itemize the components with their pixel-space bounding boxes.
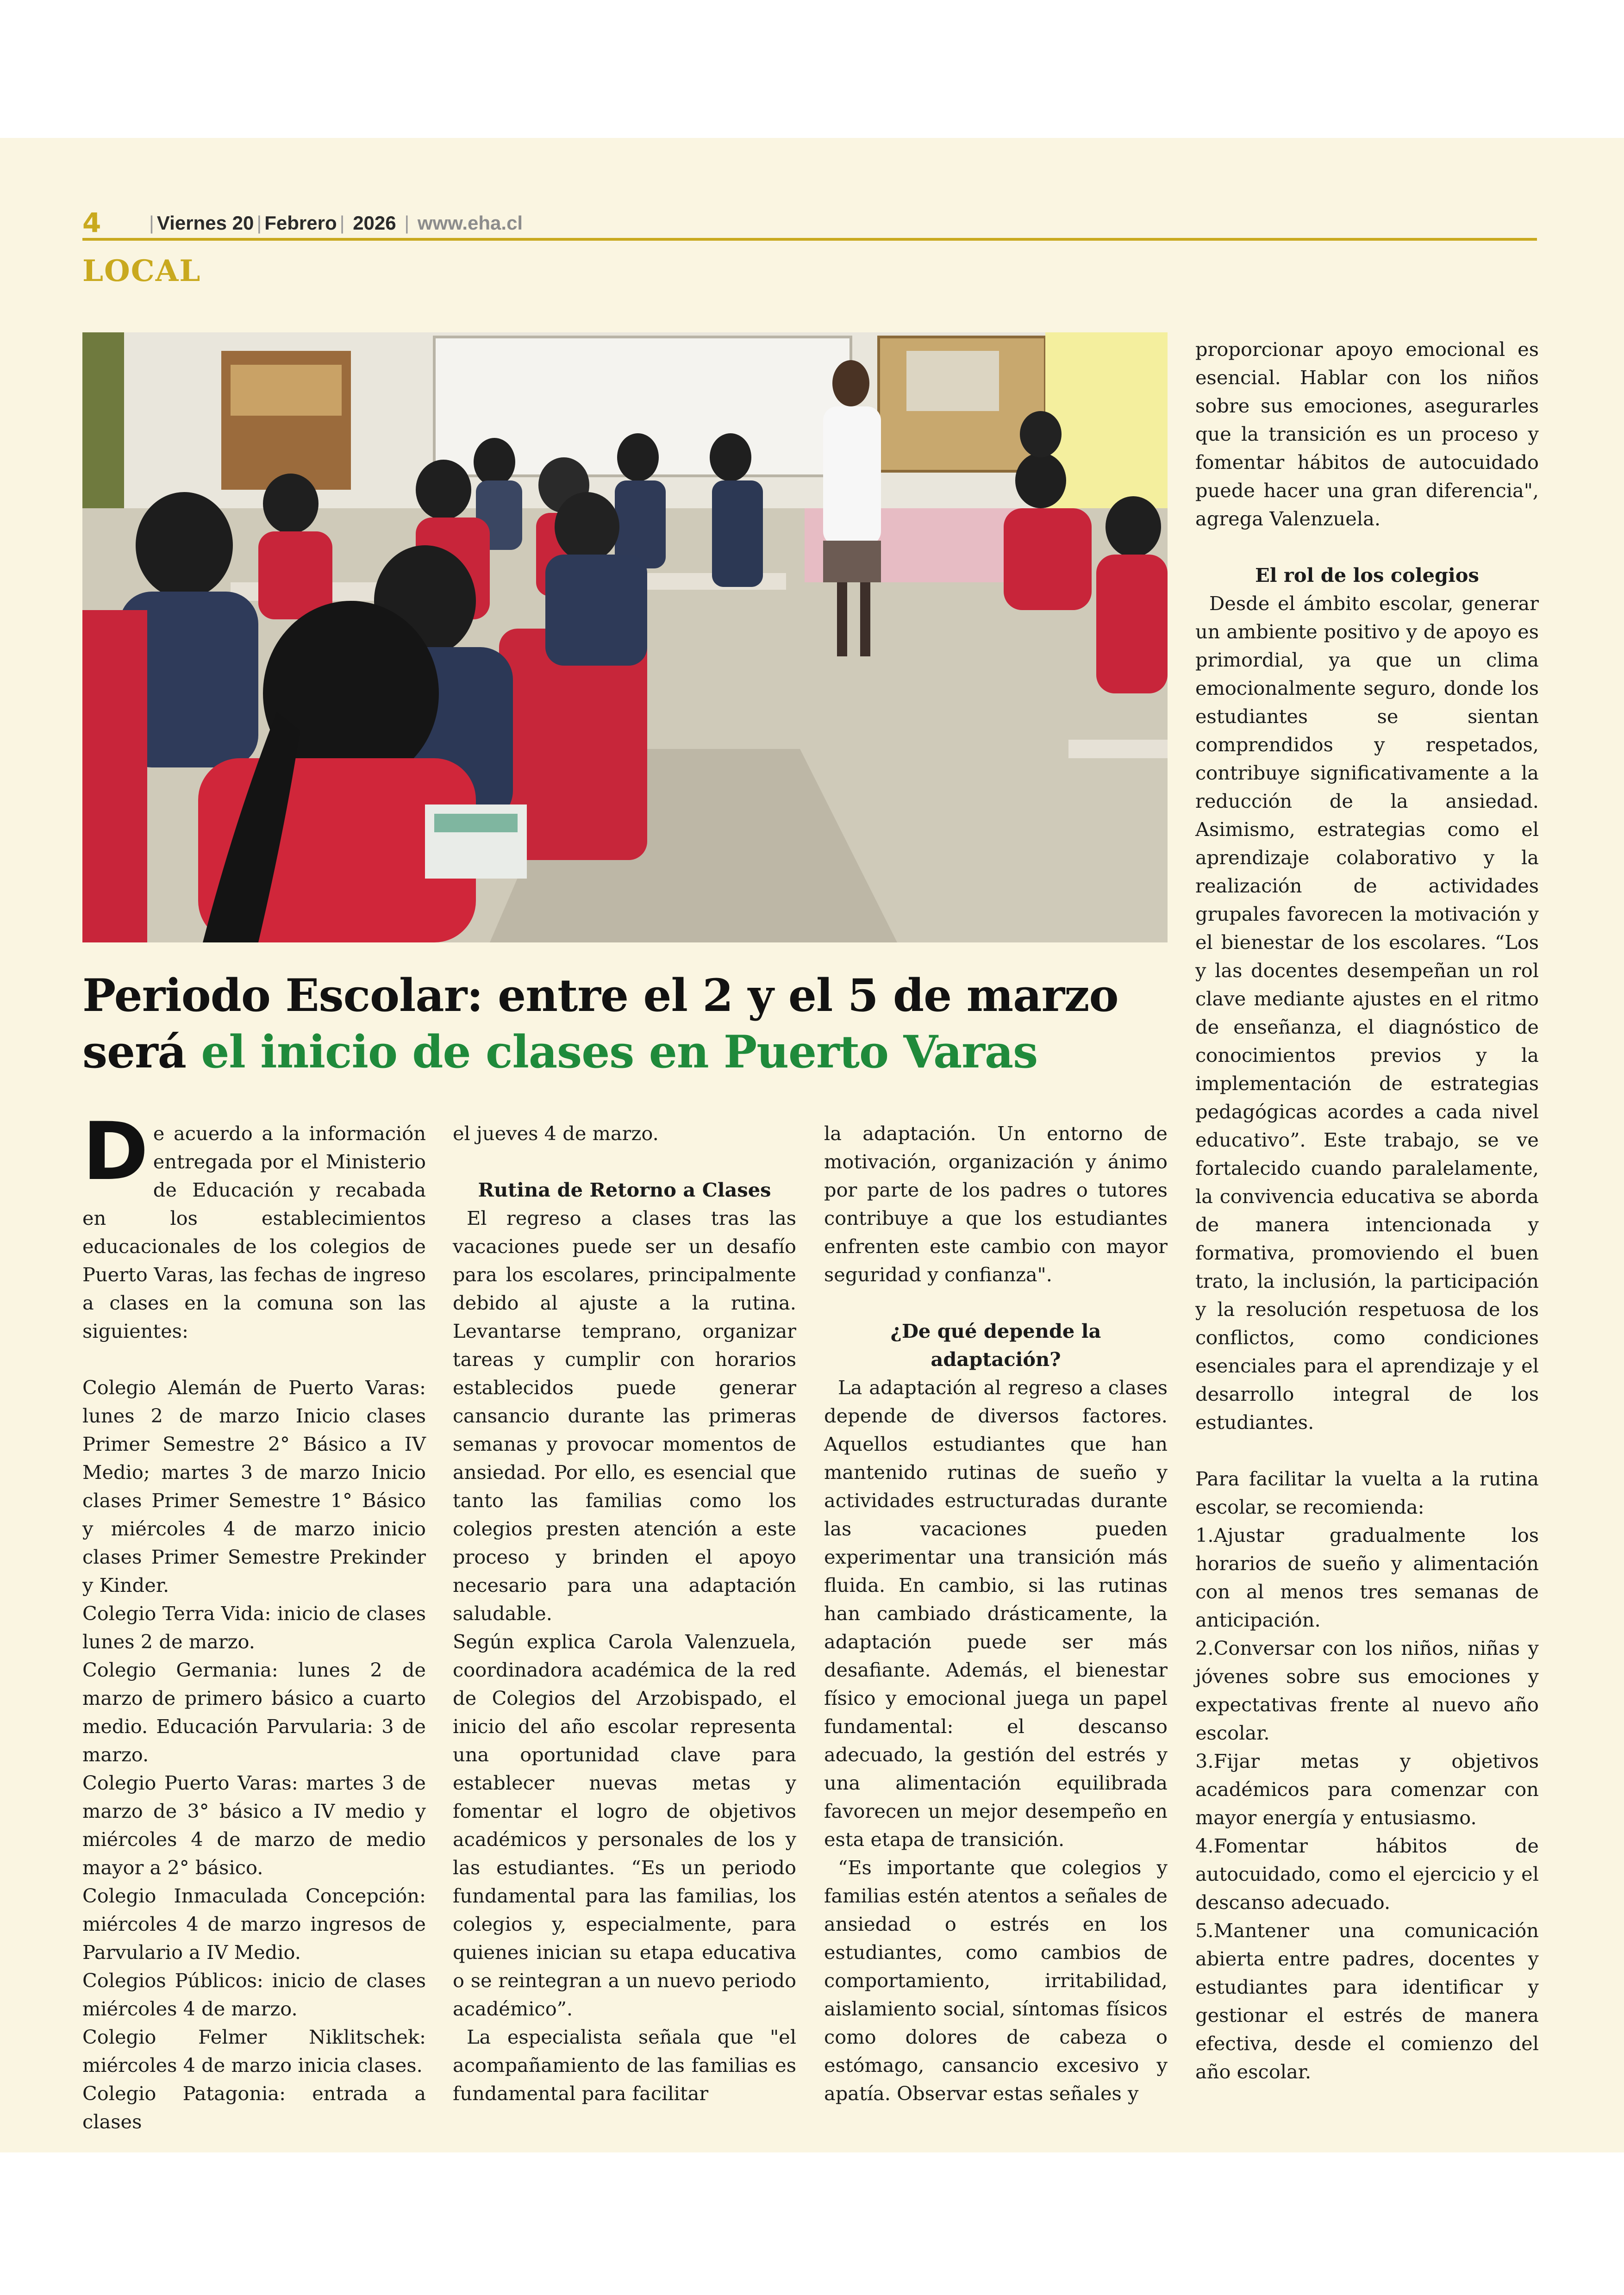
page-header	[82, 207, 1537, 241]
paragraph: “Es importante que colegios y familias estén atentos a señales de ansiedad o estrés en los estudiantes, como cambios de comportamiento, irritabilidad, aislamiento social, síntomas físicos como dolores de cabeza o estómago, cansancio excesivo y apatía. Observar estas señales y	[824, 1856, 1168, 2105]
paragraph: El regreso a clases tras las vacaciones puede ser un desafío para los escolares, principalmente debido al ajuste a la rutina. Levantarse temprano, organizar tareas y cumplir con horarios establecidos puede generar cansancio durante las primeras semanas y provocar momentos de ansiedad. Por ello, es esencial que tanto las familias como los colegios presten atención a este proceso y brinden el apoyo necesario para una adaptación saludable.	[453, 1207, 796, 1625]
tip-item: 3.Fijar metas y objetivos académicos para comenzar con mayor energía y entusiasmo.	[1195, 1750, 1539, 1829]
school-item: Colegio Germania: lunes 2 de marzo de primero básico a cuarto medio. Educación Parvularia: 3 de marzo.	[82, 1659, 426, 1766]
page-number: 4	[82, 207, 101, 238]
section-title: LOCAL	[82, 254, 201, 288]
tip-item: 1.Ajustar gradualmente los horarios de sueño y alimentación con al menos tres semanas de anticipación.	[1195, 1524, 1539, 1631]
headline-line-1: Periodo Escolar: entre el 2 y el 5 de marzo	[82, 969, 1118, 1022]
subheading-colegios: El rol de los colegios	[1255, 564, 1479, 586]
paragraph: Desde el ámbito escolar, generar un ambiente positivo y de apoyo es primordial, ya que un clima emocionalmente seguro, donde los estudiantes se sientan comprendidos y respetados, contribuye significativamente a la reducción de la ansiedad. Asimismo, estrategias como el aprendizaje colaborativo y la realización de actividades grupales favorecen la motivación y el bienestar de los escolares. “Los y las docentes desempeñan un rol clave mediante ajustes en el ritmo de enseñanza, el diagnóstico de conocimientos previos y la implementación de estrategias pedagógicas acordes a cada nivel educativo”. Este trabajo, se ve fortalecido cuando paralelamente, la convivencia educativa se aborda de manera intencionada y formativa, promoviendo el buen trato, la inclusión, la participación y la resolución respetuosa de los conflictos, como condiciones esenciales para el aprendizaje y el desarrollo integral de los estudiantes.	[1195, 592, 1539, 1434]
date-day: Viernes 20	[156, 212, 254, 234]
paragraph: La adaptación al regreso a clases depende de diversos factores. Aquellos estudiantes que han mantenido rutinas de sueño y actividades estructuradas durante las vacaciones pueden experimentar una transición más fluida. En cambio, si las rutinas han cambiado drásticamente, la adaptación puede ser más desafiante. Además, el bienestar físico y emocional juega un papel fundamental: el descanso adecuado, la gestión del estrés y una alimentación equilibrada favorecen un mejor desempeño en esta etapa de transición.	[824, 1376, 1168, 1851]
tip-item: 2.Conversar con los niños, niñas y jóvenes sobre sus emociones y expectativas frente al nuevo año escolar.	[1195, 1637, 1539, 1744]
date-year: 2026	[353, 212, 396, 234]
drop-cap: D	[82, 1105, 149, 1198]
headline-lead: será	[82, 1026, 186, 1078]
website-link[interactable]: www.eha.cl	[417, 212, 523, 234]
tip-item: 5.Mantener una comunicación abierta entre padres, docentes y estudiantes para identificar y gestionar el estrés de manera efectiva, desde el comienzo del año escolar.	[1195, 1919, 1539, 2083]
paragraph: Para facilitar la vuelta a la rutina escolar, se recomienda:	[1195, 1467, 1539, 1518]
article-headline	[82, 967, 1175, 1080]
classroom-photo	[82, 332, 1168, 942]
headline-highlight: el inicio de clases en Puerto Varas	[201, 1026, 1038, 1078]
tip-item: 4.Fomentar hábitos de autocuidado, como el ejercicio y el descanso adecuado.	[1195, 1834, 1539, 1914]
dateline: | Viernes 20 | Febrero | 2026 | www.eha.cl	[149, 212, 523, 234]
date-month: Febrero	[264, 212, 337, 234]
paragraph: La especialista señala que "el acompañamiento de las familias es fundamental para facilitar	[453, 2026, 796, 2105]
intro-paragraph: e acuerdo a la información entregada por el Ministerio de Educación y recabada en los establecimientos educacionales de los colegios de Puerto Varas, las fechas de ingreso a clases en la comuna son las siguientes:	[82, 1122, 426, 1342]
article-column-3	[824, 1119, 1168, 2108]
school-item: Colegio Patagonia: entrada a clases	[82, 2082, 426, 2133]
continued-text: proporcionar apoyo emocional es esencial. Hablar con los niños sobre sus emociones, asegurarles que la transición es un proceso y fomentar hábitos de autocuidado puede hacer una gran diferencia", agrega Valenzuela.	[1195, 338, 1539, 530]
school-item: Colegio Inmaculada Concepción: miércoles 4 de marzo ingresos de Parvulario a IV Medio.	[82, 1884, 426, 1964]
paragraph: Según explica Carola Valenzuela, coordinadora académica de la red de Colegios del Arzobispado, el inicio del año escolar representa una oportunidad clave para establecer nuevas metas y fomentar el logro de objetivos académicos y personales de los y las estudiantes. “Es un periodo fundamental para las familias, los colegios y, especialmente, para quienes inician su etapa educativa o se reintegran a un nuevo periodo académico”.	[453, 1630, 796, 2020]
continued-text: el jueves 4 de marzo.	[453, 1122, 659, 1145]
article-column-4	[1195, 335, 1539, 2086]
article-column-2	[453, 1119, 796, 2108]
school-item: Colegio Felmer Niklitschek: miércoles 4 de marzo inicia clases.	[82, 2026, 426, 2077]
subheading-adaptacion: ¿De qué depende la adaptación?	[890, 1320, 1101, 1371]
subheading-rutina: Rutina de Retorno a Clases	[478, 1179, 771, 1201]
school-item: Colegios Públicos: inicio de clases miércoles 4 de marzo.	[82, 1969, 426, 2020]
school-item: Colegio Terra Vida: inicio de clases lunes 2 de marzo.	[82, 1602, 426, 1653]
article-column-1	[82, 1105, 426, 2136]
school-item: Colegio Alemán de Puerto Varas: lunes 2 de marzo Inicio clases Primer Semestre 2° Básico a IV Medio; martes 3 de marzo Inicio clases Primer Semestre 1° Básico y miércoles 4 de marzo inicio clases Primer Semestre Prekinder y Kinder.	[82, 1376, 426, 1597]
school-item: Colegio Puerto Varas: martes 3 de marzo de 3° básico a IV medio y miércoles 4 de marzo de medio mayor a 2° básico.	[82, 1771, 426, 1879]
continued-text: la adaptación. Un entorno de motivación, organización y ánimo por parte de los padres o tutores contribuye a que los estudiantes enfrenten este cambio con mayor seguridad y confianza".	[824, 1122, 1168, 1286]
